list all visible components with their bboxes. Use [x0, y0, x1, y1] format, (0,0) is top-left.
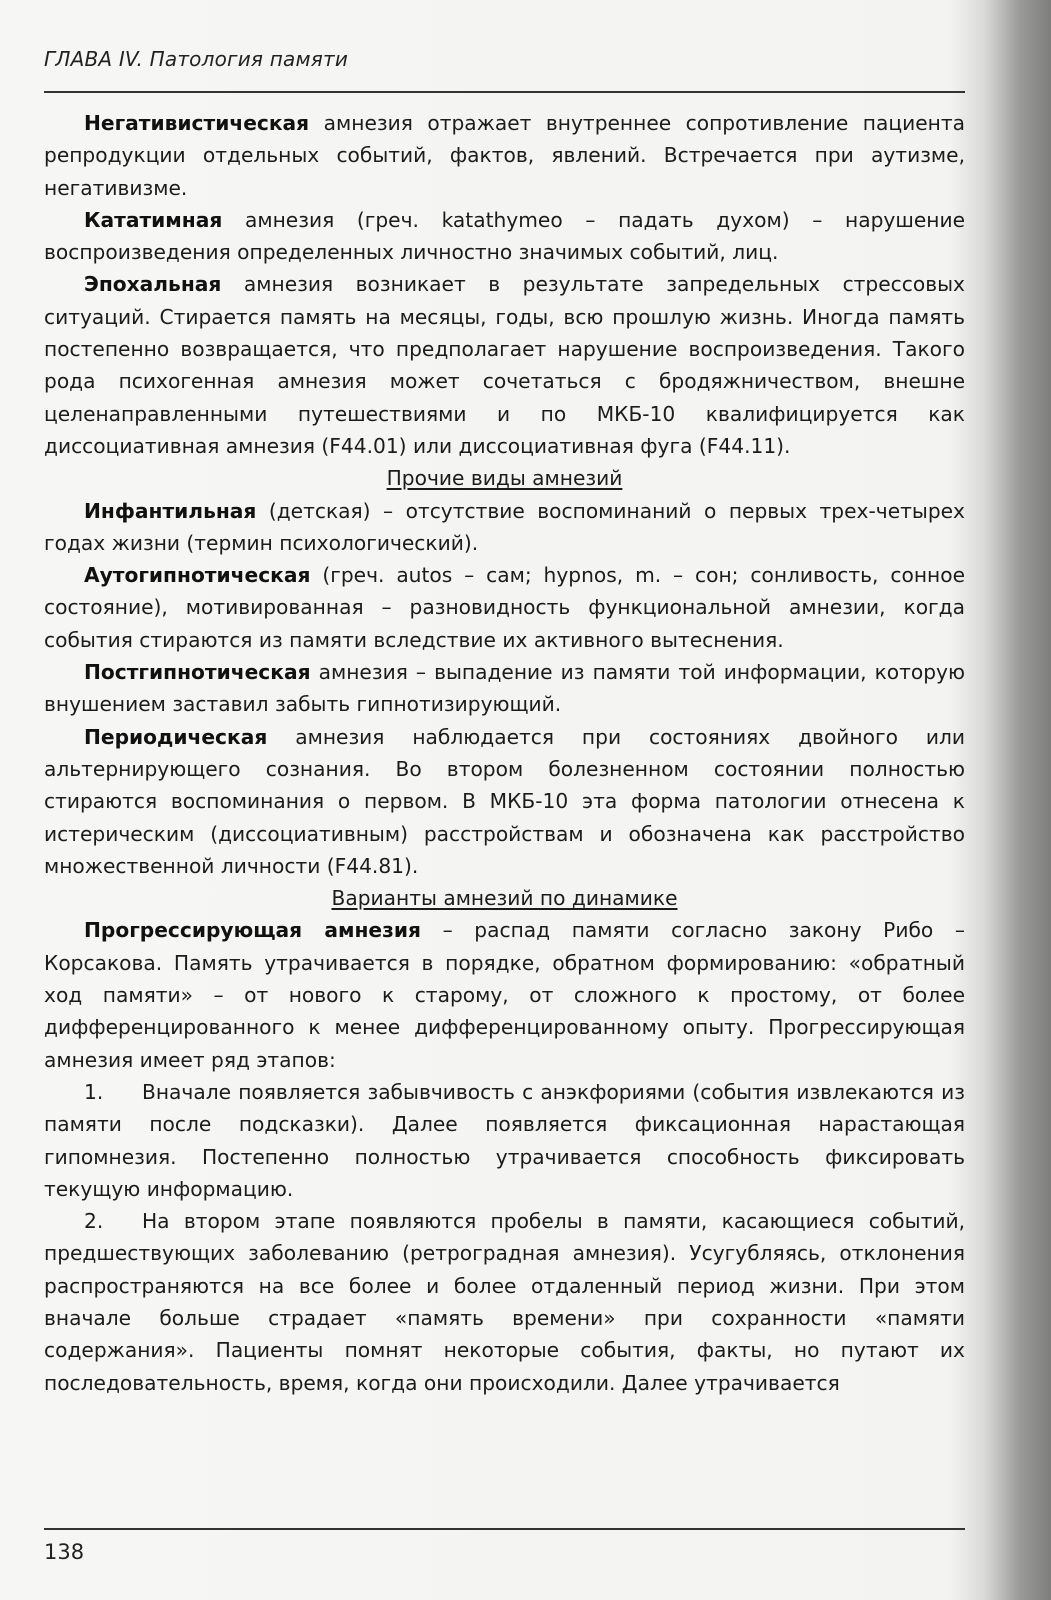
paragraph-text: (греч. autos – сам; hypnos, m. – сон; сонливость, сонное состояние), мотивированная – разновидность функциональной амнезии, когда события стираются из памяти вследствие их активного вытеснения.	[44, 563, 965, 652]
paragraph-text: амнезия отражает внутреннее сопротивление пациента репродукции отдельных событий, фактов, явлений. Встречается при аутизме, негативизме.	[44, 111, 965, 200]
paragraph-progressive	[44, 914, 965, 1075]
paragraph-negativistic	[44, 107, 965, 204]
paragraph-infantile	[44, 495, 965, 560]
list-item-number: 2.	[84, 1209, 104, 1234]
paragraph-text: – распад памяти согласно закону Рибо – Корсакова. Память утрачивается в порядке, обратном формированию: «обратный ход памяти» – от нового к старому, от сложного к простому, от более дифференцированного к менее дифференцированному опыту. Прогрессирующая амнезия имеет ряд этапов:	[44, 918, 965, 1072]
paragraph-epochal	[44, 268, 965, 462]
paragraph-text: амнезия – выпадение из памяти той информации, которую внушением заставил забыть гипнотизирующий.	[44, 660, 965, 717]
list-item-stage-2	[44, 1205, 965, 1399]
header-rule	[44, 91, 965, 93]
paragraph-catathymic	[44, 204, 965, 269]
subheading-other-types: Прочие виды амнезий	[386, 466, 623, 491]
list-item-number: 1.	[84, 1079, 104, 1104]
paragraph-text: (детская) – отсутствие воспоминаний о первых трех-четырех годах жизни (термин психологический).	[44, 498, 965, 555]
list-item-text: На втором этапе появляются пробелы в памяти, касающиеся событий, предшествующих заболеванию (ретроградная амнезия). Усугубляясь, отклонения распространяются на все более и более отдаленный период жизни. При этом вначале больше страдает «память времени» при сохранности «памяти содержания». Пациенты помнят некоторые события, факты, но путают их последовательность, время, когда они происходили. Далее утрачивается	[44, 1209, 965, 1395]
footer-rule	[44, 1528, 965, 1530]
list-item-text: Вначале появляется забывчивость с анэкфориями (события извлекаются из памяти после подсказки). Далее появляется фиксационная нарастающая гипомнезия. Постепенно полностью утрачивается способность фиксировать текущую информацию.	[44, 1079, 965, 1201]
term-epochal: Эпохальная	[84, 272, 222, 297]
page-number: 138	[44, 1540, 85, 1564]
running-head: ГЛАВА IV. Патология памяти	[44, 47, 349, 71]
paragraph-text: амнезия возникает в результате запредельных стрессовых ситуаций. Стирается память на месяцы, годы, всю прошлую жизнь. Иногда память постепенно возвращается, что предполагает нарушение воспроизведения. Такого рода психогенная амнезия может сочетаться с бродяжничеством, внешне целенаправленными путешествиями и по МКБ-10 квалифицируется как диссоциативная амнезия (F44.01) или диссоциативная фуга (F44.11).	[44, 272, 965, 458]
subheading-dynamics: Варианты амнезий по динамике	[331, 886, 678, 911]
list-item-stage-1	[44, 1076, 965, 1205]
paragraph-autohypnotic	[44, 559, 965, 656]
term-periodic: Периодическая	[84, 724, 268, 749]
term-autohypnotic: Аутогипнотическая	[84, 563, 311, 588]
term-progressive: Прогрессирующая амнезия	[84, 918, 421, 943]
term-posthypnotic: Постгипнотическая	[84, 660, 311, 685]
paragraph-posthypnotic	[44, 656, 965, 721]
term-catathymic: Кататимная	[84, 207, 223, 232]
page-body	[44, 107, 965, 1399]
term-negativistic: Негативистическая	[84, 111, 310, 135]
paragraph-text: амнезия наблюдается при состояниях двойного или альтернирующего сознания. Во втором болезненном состоянии полностью стираются воспоминания о первом. В МКБ-10 эта форма патологии отнесена к истерическим (диссоциативным) расстройствам и обозначена как расстройство множественной личности (F44.81).	[44, 724, 965, 878]
paragraph-periodic	[44, 721, 965, 882]
paragraph-text: амнезия (греч. katathymeo – падать духом) – нарушение воспроизведения определенных личностно значимых событий, лиц.	[44, 207, 965, 265]
term-infantile: Инфантильная	[84, 498, 257, 523]
